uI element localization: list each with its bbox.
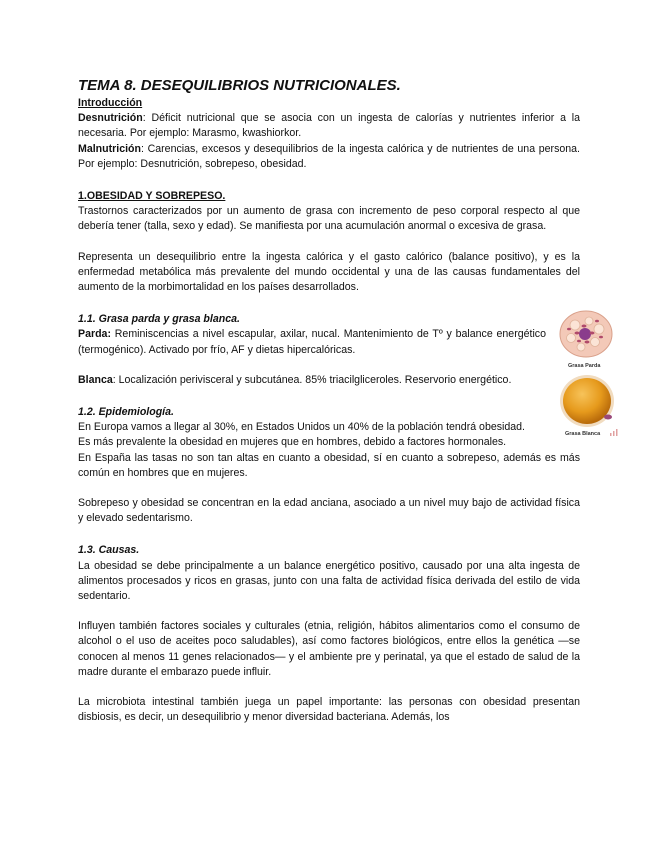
epidemiologia-line-1: En Europa vamos a llegar al 30%, en Estados Unidos un 40% de la población tendrá obesidad.: [78, 421, 525, 434]
malnutricion-text: : Carencias, excesos y desequilibrios de la ingesta calórica y de nutrientes de una persona. Por ejemplo: Desnutrición, sobrepeso, obesidad.: [78, 142, 580, 170]
parda-term: Parda:: [78, 328, 111, 341]
blanca-term: Blanca: [78, 373, 113, 386]
epidemiologia-paragraph-2: Sobrepeso y obesidad se concentran en la edad anciana, asociado a un nivel muy bajo de actividad física y elevado sedentarismo.: [78, 497, 580, 525]
parda-paragraph: [78, 327, 546, 357]
brown-fat-caption: Grasa Parda: [568, 363, 601, 369]
white-fat-cell-image: [558, 373, 616, 429]
document-body: [78, 76, 580, 726]
malnutricion-paragraph: [78, 142, 580, 172]
section-1-2-heading: 1.2. Epidemiología.: [78, 406, 174, 419]
desnutricion-text: : Déficit nutricional que se asocia con un ingesta de calorías y nutrientes inferior a la necesaria. Por ejemplo: Marasmo, kwashiorkor.: [78, 112, 580, 140]
blanca-paragraph: [78, 373, 546, 388]
blanca-text: : Localización perivisceral y subcutánea. 85% triacilgliceroles. Reservorio energético.: [112, 373, 512, 386]
intro-heading: Introducción: [78, 97, 143, 109]
section-1-paragraph-2: Representa un desequilibrio entre la ingesta calórica y el gasto calórico (balance positivo), y es la enfermedad metabólica más prevalente del mundo occidental y una de las causas fundamentales del aumento de la morbimortalidad en los países desarrollados.: [78, 250, 580, 294]
section-1-paragraph-1: Trastornos caracterizados por un aumento de grasa con incremento de peso corporal respecto al que debería tener (talla, sexo y edad). Se manifiesta por una acumulación anormal o excesiva de grasa.: [78, 205, 580, 233]
section-1-3-heading: 1.3. Causas.: [78, 544, 140, 557]
parda-text: Reminiscencias a nivel escapular, axilar, nucal. Mantenimiento de Tº y balance energético (termogénico). Activado por frío, AF y dietas hipercalóricas.: [78, 328, 546, 356]
malnutricion-term: Malnutrición: [78, 142, 141, 155]
causas-paragraph-1: La obesidad se debe principalmente a un balance energético positivo, causado por una alta ingesta de alimentos procesados y ricos en grasas, junto con una falta de actividad física derivada del estilo de vida sedentario.: [78, 559, 580, 603]
section-1-heading: 1.OBESIDAD Y SOBREPESO.: [78, 190, 226, 203]
white-fat-caption: Grasa Blanca: [565, 431, 601, 437]
desnutricion-paragraph: [78, 111, 580, 141]
causas-paragraph-3: La microbiota intestinal también juega un papel importante: las personas con obesidad presentan disbiosis, es decir, un desequilibrio y menor diversidad bacteriana. Además, los: [78, 696, 580, 724]
brown-fat-cell-image: [557, 309, 615, 361]
causas-paragraph-2: Influyen también factores sociales y culturales (etnia, religión, hábitos alimentarios como el consumo de alcohol o el uso de aceites poco saludables), así como factores biológicos, entre ellos la genética —se conocen al menos 11 genes relacionados— y el ambiente pre y perinatal, ya que el estado de salud de la madre durante el embarazo puede influir.: [78, 620, 580, 678]
desnutricion-term: Desnutrición: [78, 112, 143, 125]
scale-mark-icon: [609, 427, 619, 437]
epidemiologia-line-3: En España las tasas no son tan altas en cuanto a obesidad, sí en cuanto a sobrepeso, además es más común en hombres que en mujeres.: [78, 451, 580, 479]
epidemiologia-line-2: Es más prevalente la obesidad en mujeres que en hombres, debido a factores hormonales.: [78, 436, 507, 449]
section-1-1-heading: 1.1. Grasa parda y grasa blanca.: [78, 313, 240, 326]
document-title: TEMA 8. DESEQUILIBRIOS NUTRICIONALES.: [78, 77, 401, 94]
